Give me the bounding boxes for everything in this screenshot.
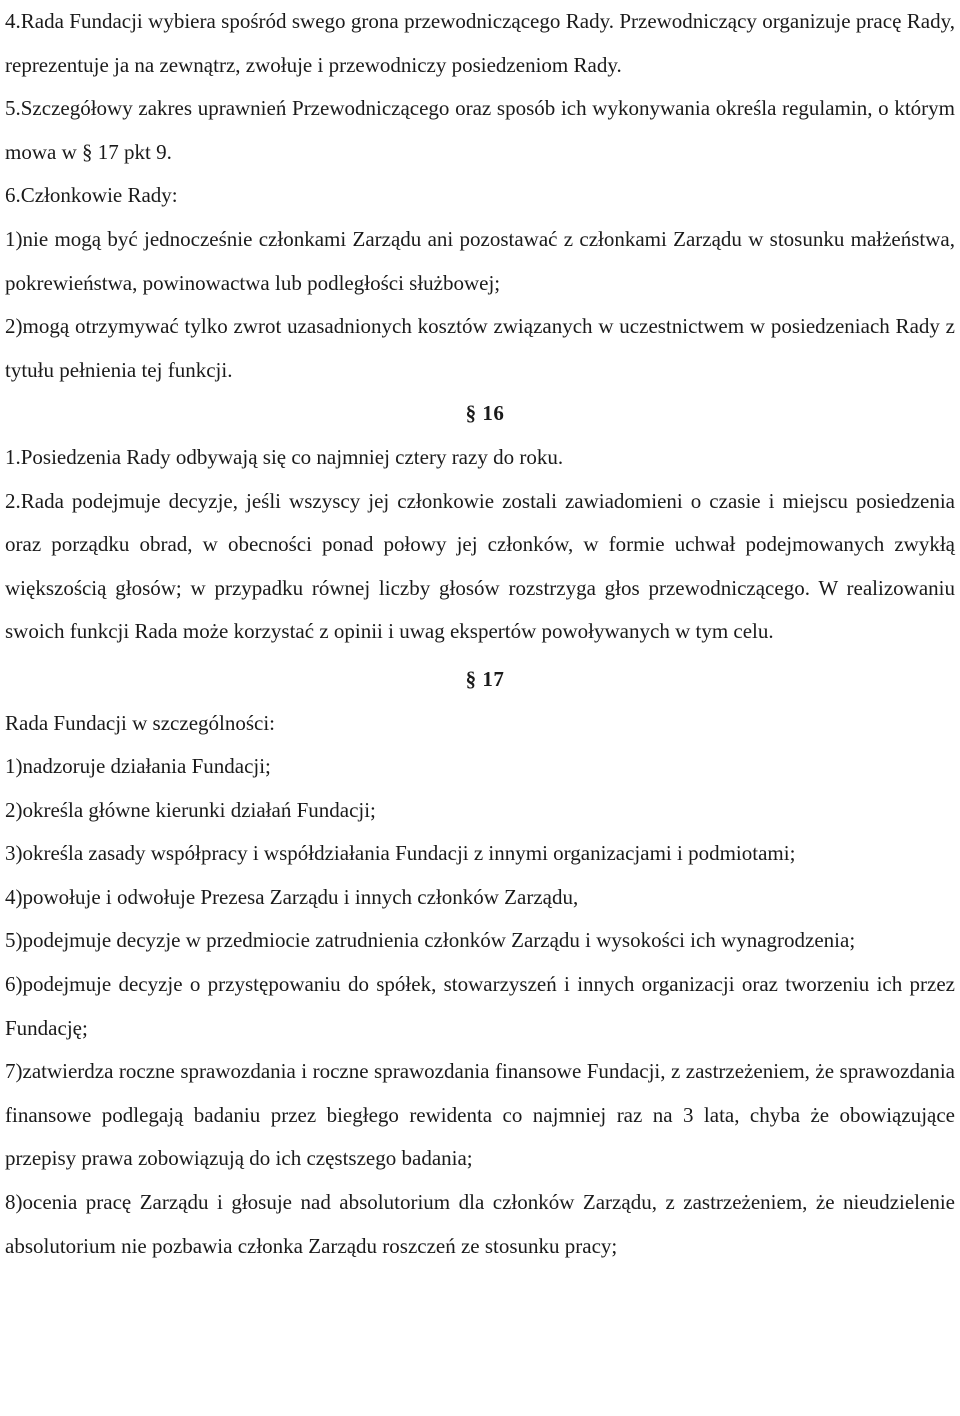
- paragraph-15-6: 6.Członkowie Rady:: [5, 183, 178, 208]
- document-page: [5, 0, 955, 1268]
- paragraph-17-intro: Rada Fundacji w szczególności:: [5, 710, 276, 735]
- paragraph-15-6-2: 2)mogą otrzymywać tylko zwrot uzasadnionych kosztów związanych w uczestnictwem w posiedzeniach Rady z tytułu pełnienia tej funkcji.: [5, 314, 955, 382]
- paragraph-17-3: 3)określa zasady współpracy i współdziałania Fundacji z innymi organizacjami i podmiotami;: [5, 841, 796, 866]
- paragraph-16-2: 2.Rada podejmuje decyzje, jeśli wszyscy jej członkowie zostali zawiadomieni o czasie i miejscu posiedzenia oraz porządku obrad, w obecności ponad połowy jej członków, w formie uchwał podejmowanych zwykłą większością głosów; w przypadku równej liczby głosów rozstrzyga głos przewodniczącego. W realizowaniu swoich funkcji Rada może korzystać z opinii i uwag ekspertów powoływanych w tym celu.: [5, 488, 955, 644]
- paragraph-17-5: 5)podejmuje decyzje w przedmiocie zatrudnienia członków Zarządu i wysokości ich wynagrodzenia;: [5, 928, 856, 953]
- paragraph-17-2: 2)określa główne kierunki działań Fundacji;: [5, 797, 376, 822]
- paragraph-15-4: 4.Rada Fundacji wybiera spośród swego grona przewodniczącego Rady. Przewodniczący organizuje pracę Rady, reprezentuje ja na zewnątrz, zwołuje i przewodniczy posiedzeniom Rady.: [5, 9, 955, 77]
- paragraph-16-1: 1.Posiedzenia Rady odbywają się co najmniej cztery razy do roku.: [5, 444, 564, 469]
- section-17-heading: § 17: [465, 666, 505, 691]
- paragraph-17-4: 4)powołuje i odwołuje Prezesa Zarządu i innych członków Zarządu,: [5, 884, 579, 909]
- paragraph-17-8: 8)ocenia pracę Zarządu i głosuje nad absolutorium dla członków Zarządu, z zastrzeżeniem, że nieudzielenie absolutorium nie pozbawia członka Zarządu roszczeń ze stosunku pracy;: [5, 1190, 955, 1258]
- paragraph-17-1: 1)nadzoruje działania Fundacji;: [5, 754, 271, 779]
- paragraph-15-5: 5.Szczegółowy zakres uprawnień Przewodniczącego oraz sposób ich wykonywania określa regulamin, o którym mowa w § 17 pkt 9.: [5, 96, 955, 164]
- paragraph-15-6-1: 1)nie mogą być jednocześnie członkami Zarządu ani pozostawać z członkami Zarządu w stosunku małżeństwa, pokrewieństwa, powinowactwa lub podległości służbowej;: [5, 226, 955, 295]
- paragraph-17-7: 7)zatwierdza roczne sprawozdania i roczne sprawozdania finansowe Fundacji, z zastrzeżeniem, że sprawozdania finansowe podlegają badaniu przez biegłego rewidenta co najmniej raz na 3 lata, chyba że obowiązujące przepisy prawa zobowiązują do ich częstszego badania;: [5, 1059, 955, 1171]
- section-16-heading: § 16: [465, 401, 505, 426]
- paragraph-17-6: 6)podejmuje decyzje o przystępowaniu do spółek, stowarzyszeń i innych organizacji oraz tworzeniu ich przez Fundację;: [5, 972, 955, 1040]
